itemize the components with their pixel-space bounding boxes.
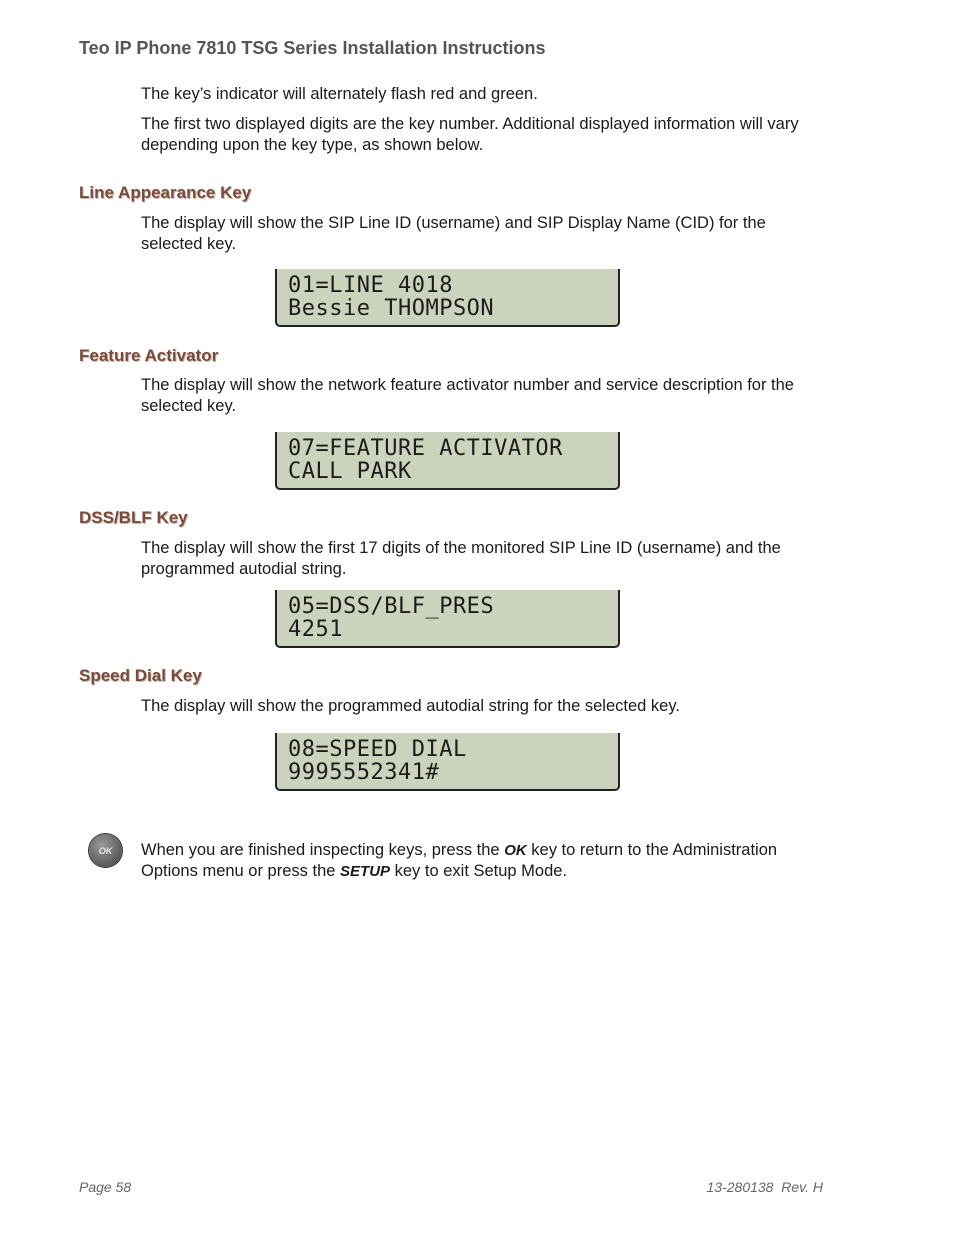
section-title-feature-activator: Feature Activator [79,346,219,365]
section-text-line-appearance-key: The display will show the SIP Line ID (username) and SIP Display Name (CID) for the selected key. [141,214,766,253]
footer-document-id: 13-280138 Rev. H [706,1179,823,1195]
lcd-display-feature-activator [275,432,620,490]
intro-paragraph-2: The first two displayed digits are the key number. Additional displayed information will vary depending upon the key type, as shown below. [141,115,799,154]
lcd-display-dss-blf [275,590,620,648]
section-title-dss-blf-key: DSS/BLF Key [79,508,188,527]
lcd-display-line-appearance [275,269,620,327]
section-title-speed-dial-key: Speed Dial Key [79,666,202,685]
section-text-dss-blf-key: The display will show the first 17 digits of the monitored SIP Line ID (username) and the programmed autodial string. [141,539,781,578]
page-header-title: Teo IP Phone 7810 TSG Series Installation Instructions [79,38,546,58]
note-text-b: key to return to the Administration Options menu or press the [141,841,778,880]
ok-key-name: OK [504,842,527,859]
lcd-line-2: Bessie THOMPSON [288,296,495,321]
note-text-c: key to exit Setup Mode. [390,862,568,880]
note-text-a: When you are finished inspecting keys, press the [141,841,505,859]
ok-key-icon-label: OK [98,845,113,856]
setup-key-name: SETUP [340,863,391,880]
section-text-speed-dial-key: The display will show the programmed autodial string for the selected key. [141,697,680,715]
lcd-line-2: 9995552341# [288,760,440,785]
intro-paragraph-1: The key’s indicator will alternately flash red and green. [141,85,538,103]
lcd-display-speed-dial [275,733,620,791]
section-text-feature-activator: The display will show the network feature activator number and service description for the selected key. [141,376,794,415]
footer-page-number: Page 58 [79,1179,132,1195]
section-title-line-appearance-key: Line Appearance Key [79,183,252,202]
lcd-line-1: 05=DSS/BLF_PRES [288,594,495,619]
lcd-line-1: 07=FEATURE ACTIVATOR [288,436,563,461]
lcd-line-2: CALL PARK [288,459,412,484]
lcd-line-1: 01=LINE 4018 [288,273,453,298]
finish-instructions-paragraph [141,840,831,882]
lcd-line-1: 08=SPEED DIAL [288,737,467,762]
lcd-line-2: 4251 [288,617,343,642]
ok-key-icon [89,834,122,867]
